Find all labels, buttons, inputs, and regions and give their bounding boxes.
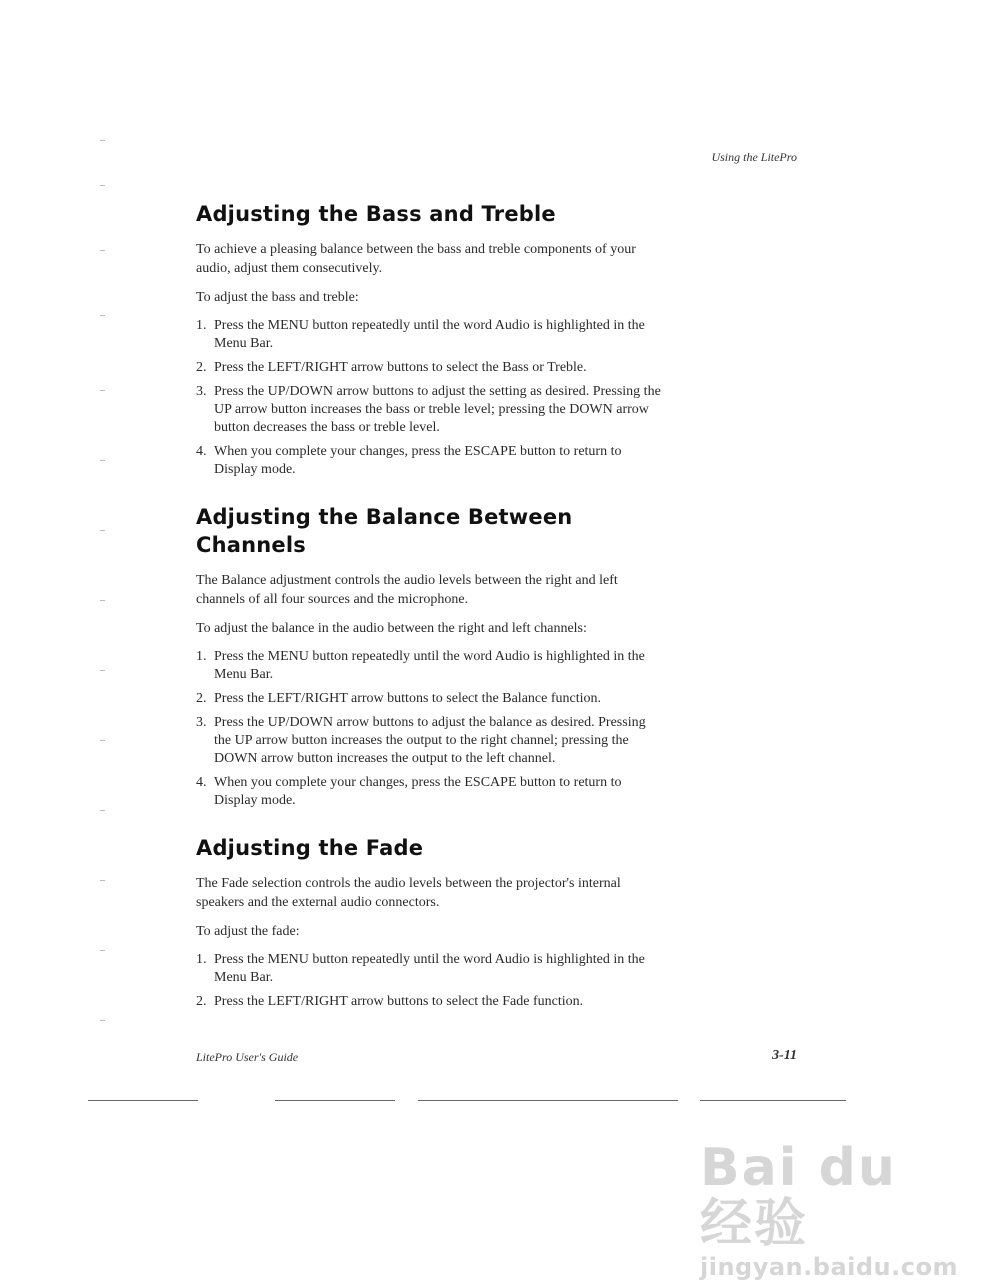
step-text: When you complete your changes, press the ESCAPE button to return to Display mode. [214,444,622,477]
step-number: 2. [196,691,207,706]
step-item [196,443,666,479]
step-number: 1. [196,318,207,333]
section-intro: To achieve a pleasing balance between the bass and treble components of your audio, adjust them consecutively. [196,242,636,276]
watermark-url: jingyan.baidu.com [700,1253,958,1281]
scan-rule [275,1100,395,1101]
step-text: Press the LEFT/RIGHT arrow buttons to select the Bass or Treble. [214,360,587,375]
step-number: 2. [196,360,207,375]
step-number: 4. [196,775,207,790]
section-heading: Adjusting the Fade [196,836,424,860]
baidu-watermark [700,1138,958,1281]
running-header: Using the LitePro [711,150,797,164]
step-item [196,951,666,987]
steps-list [196,317,666,479]
step-text: Press the LEFT/RIGHT arrow buttons to select the Fade function. [214,994,584,1009]
step-item [196,383,666,437]
footer-guide-title: LitePro User's Guide [196,1050,299,1064]
section-heading: Adjusting the Bass and Treble [196,202,556,226]
page-number: 3-11 [772,1048,797,1063]
procedure-lead: To adjust the balance in the audio between the right and left channels: [196,621,587,636]
scan-rule [700,1100,846,1101]
step-item [196,993,666,1011]
section-heading: Adjusting the Balance Between Channels [196,505,573,557]
section-intro: The Balance adjustment controls the audio levels between the right and left channels of all four sources and the microphone. [196,573,618,607]
step-item [196,690,666,708]
step-number: 3. [196,715,207,730]
section-intro: The Fade selection controls the audio levels between the projector's internal speakers and the external audio connectors. [196,876,621,910]
step-item [196,774,666,810]
steps-list [196,648,666,810]
section-balance [196,503,666,810]
step-number: 4. [196,444,207,459]
step-text: Press the MENU button repeatedly until the word Audio is highlighted in the Menu Bar. [214,649,645,682]
procedure-lead: To adjust the bass and treble: [196,290,359,305]
step-text: Press the MENU button repeatedly until the word Audio is highlighted in the Menu Bar. [214,952,645,985]
step-number: 2. [196,994,207,1009]
step-number: 1. [196,952,207,967]
step-text: When you complete your changes, press the ESCAPE button to return to Display mode. [214,775,622,808]
step-number: 3. [196,384,207,399]
scan-rule [418,1100,678,1101]
step-item [196,359,666,377]
step-item [196,317,666,353]
step-text: Press the UP/DOWN arrow buttons to adjust the setting as desired. Pressing the UP arrow button increases the bass or treble level; pressing the DOWN arrow button decreases the bass or treble level. [214,384,661,435]
step-text: Press the LEFT/RIGHT arrow buttons to select the Balance function. [214,691,601,706]
section-fade [196,834,666,1011]
steps-list [196,951,666,1011]
step-number: 1. [196,649,207,664]
procedure-lead: To adjust the fade: [196,924,300,939]
page-content [196,200,666,1023]
step-item [196,648,666,684]
step-text: Press the UP/DOWN arrow buttons to adjust the balance as desired. Pressing the UP arrow button increases the output to the right channel; pressing the DOWN arrow button increases the output to the left channel. [214,715,646,766]
watermark-logo: Bai du 经验 [700,1138,897,1254]
step-text: Press the MENU button repeatedly until the word Audio is highlighted in the Menu Bar. [214,318,645,351]
scan-rule [88,1100,198,1101]
section-bass-treble [196,200,666,479]
step-item [196,714,666,768]
margin-marks [100,130,106,1080]
